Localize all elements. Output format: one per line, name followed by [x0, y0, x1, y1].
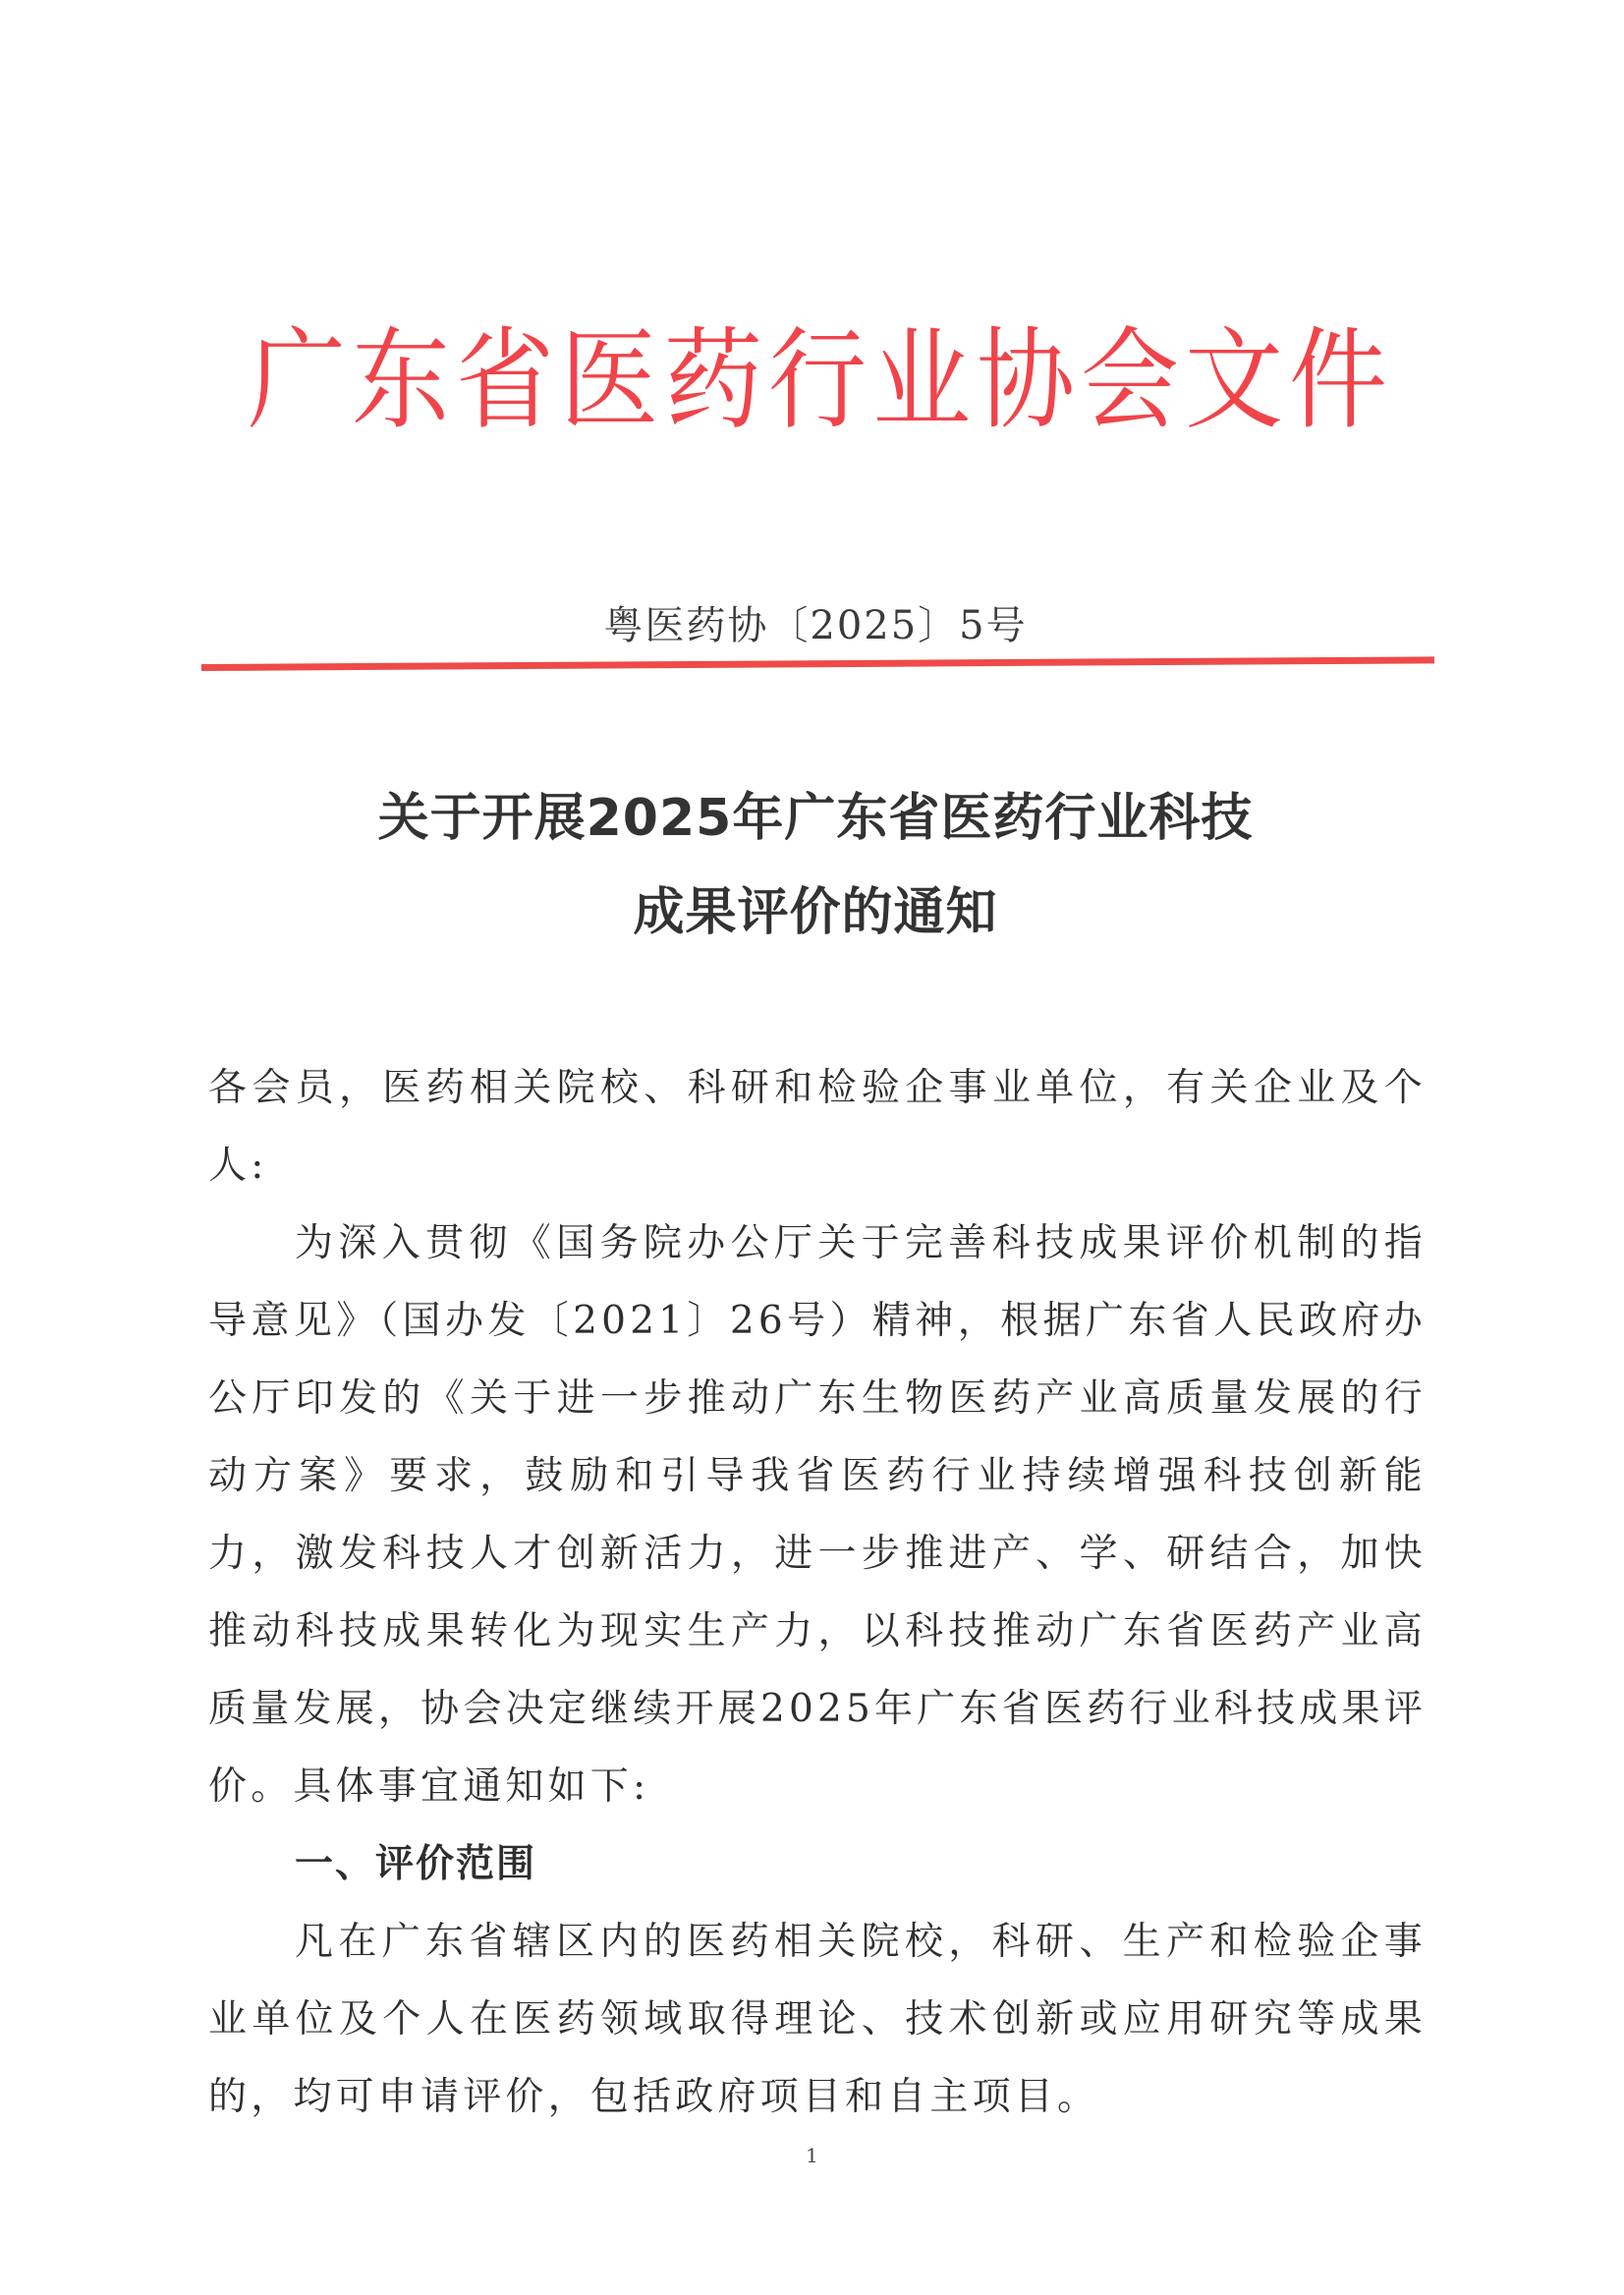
- paragraph-scope: 凡在广东省辖区内的医药相关院校，科研、生产和检验企事业单位及个人在医药领域取得理论、技术创新或应用研究等成果的，均可申请评价，包括政府项目和自主项目。: [208, 1920, 1427, 2119]
- paragraph-intro: 为深入贯彻《国务院办公厅关于完善科技成果评价机制的指导意见》（国办发〔2021〕26号）精神，根据广东省人民政府办公厅印发的《关于进一步推动广东生物医药产业高质量发展的行动方案》要求，鼓励和引导我省医药行业持续增强科技创新能力，激发科技人才创新活力，进一步推进产、学、研结合，加快推动科技成果转化为现实生产力，以科技推动广东省医药产业高质量发展，协会决定继续开展2025年广东省医药行业科技成果评价。具体事宜通知如下:: [208, 1221, 1427, 1809]
- document-number: 粤医药协〔2025〕5号: [603, 603, 1028, 648]
- title-line-2: 成果评价的通知: [633, 883, 998, 942]
- page-number: 1: [806, 2144, 818, 2167]
- salutation: 各会员，医药相关院校、科研和检验企事业单位，有关企业及个人:: [208, 1066, 1427, 1188]
- document-body: [208, 1049, 1427, 2136]
- section-heading-scope: 一、评价范围: [295, 1842, 537, 1886]
- document-title: [196, 771, 1434, 960]
- title-line-1: 关于开展2025年广东省医药行业科技: [377, 789, 1254, 848]
- organization-header: 广东省医药行业协会文件: [248, 315, 1393, 445]
- red-divider-rule: [201, 656, 1434, 671]
